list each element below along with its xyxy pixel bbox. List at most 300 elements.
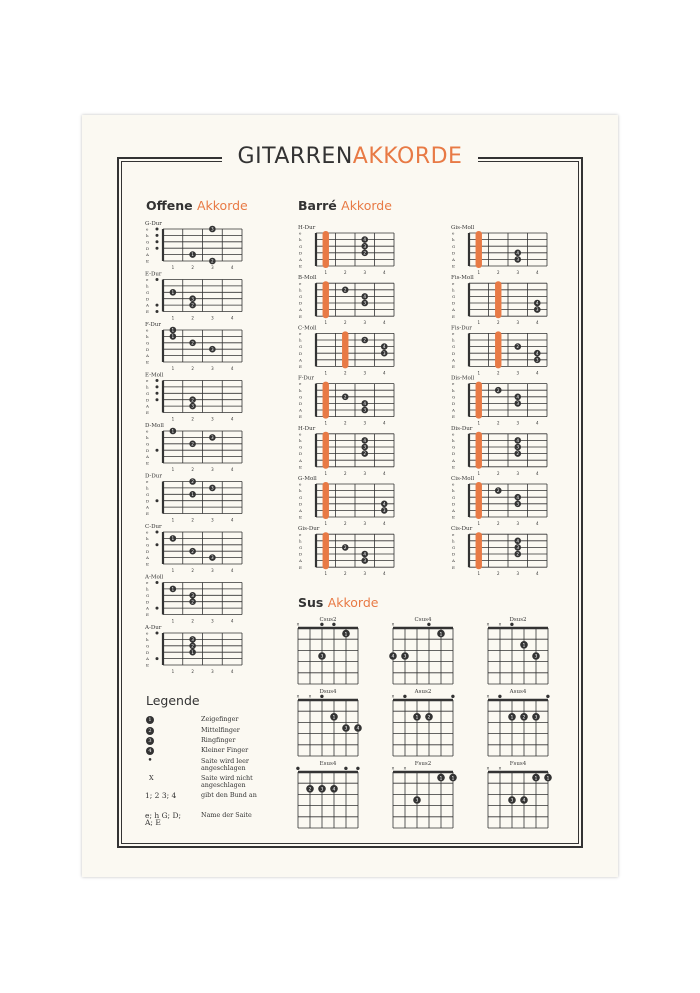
string-name: G <box>452 545 456 550</box>
fret-number: 2 <box>496 571 500 577</box>
fret-number: 4 <box>230 618 234 624</box>
open-string-mark: ● <box>510 622 514 628</box>
fret-number: 4 <box>230 568 234 573</box>
string-name: A <box>146 302 149 308</box>
string-name: e <box>452 331 455 336</box>
fret-number: 2 <box>496 320 500 326</box>
open-dot-icon: • <box>147 756 153 766</box>
string-name: E <box>146 359 149 365</box>
chord-diagram-barre-right-3 <box>451 376 547 426</box>
string-name: h <box>452 237 455 243</box>
string-name: A <box>146 353 149 359</box>
fret-number: 1 <box>171 265 175 270</box>
section-open-accent: Akkorde <box>196 198 248 213</box>
string-name: e <box>146 479 149 485</box>
open-string-dot <box>156 234 159 237</box>
finger-number: 2 <box>343 394 347 400</box>
barre-bar <box>323 532 329 569</box>
string-name: E <box>299 313 302 319</box>
finger-number: 4 <box>382 501 386 507</box>
fret-number: 4 <box>382 470 386 476</box>
finger-number: 2 <box>363 451 367 457</box>
barre-bar <box>476 532 482 569</box>
finger-number: 4 <box>391 654 395 660</box>
finger-number: 1 <box>439 776 443 782</box>
finger-number: 2 <box>191 479 194 485</box>
finger-number: 3 <box>191 592 194 598</box>
fret-number: 4 <box>382 270 386 275</box>
string-name: D <box>452 551 456 557</box>
sus-chord-diagram-0 <box>297 617 358 684</box>
fret-number: 3 <box>516 370 520 376</box>
string-name: D <box>452 451 456 457</box>
finger-number: 3 <box>191 403 194 409</box>
chord-name: A-Moll <box>145 574 164 581</box>
string-name: e <box>146 226 149 232</box>
section-heading-legend: Legende <box>146 693 200 708</box>
sus-chord-diagram-6 <box>296 761 360 828</box>
chord-name: G-Moll <box>298 476 317 482</box>
finger-number: 3 <box>516 501 520 507</box>
finger-number: 3 <box>191 296 194 302</box>
string-name: A <box>452 457 455 463</box>
open-string-mark: ● <box>296 766 300 772</box>
fret-number: 4 <box>535 320 539 326</box>
legend-text: Mittelfinger <box>201 726 240 734</box>
chord-name: Fis-Moll <box>451 275 474 282</box>
string-name: D <box>299 401 303 406</box>
string-name: E <box>146 258 149 264</box>
fret-number: 1 <box>477 521 481 526</box>
fret-number: 1 <box>324 470 328 476</box>
string-name: A <box>299 508 302 513</box>
fret-number: 2 <box>191 467 194 472</box>
string-name: D <box>452 300 456 306</box>
fret-number: 2 <box>343 571 347 577</box>
finger-number: 1 <box>510 715 514 721</box>
fret-number: 2 <box>496 420 500 426</box>
fret-number: 4 <box>535 470 539 476</box>
fret-number: 3 <box>516 320 520 326</box>
string-name: G <box>146 390 150 396</box>
finger-number: 2 <box>191 599 194 605</box>
fret-number: 1 <box>324 420 328 426</box>
finger-number: 3 <box>320 654 324 660</box>
finger-number: 3 <box>534 715 538 721</box>
string-name: A <box>146 656 149 662</box>
muted-string-mark: x <box>308 694 312 700</box>
string-name: A <box>299 457 302 463</box>
open-string-dot <box>156 531 159 534</box>
finger-number: 1 <box>191 252 194 258</box>
fret-number: 2 <box>191 669 194 674</box>
chord-diagram-barre-left-2 <box>298 325 394 375</box>
string-name: D <box>452 250 456 256</box>
sus-chord-diagram-3 <box>297 689 362 756</box>
string-name: e <box>146 529 149 535</box>
string-name: h <box>299 287 302 293</box>
chord-diagram-barre-left-0 <box>298 225 394 275</box>
string-name: E <box>146 511 149 517</box>
finger-number: 4 <box>535 300 539 306</box>
legend-text: Ringfinger <box>201 736 236 744</box>
string-name: E <box>452 514 455 520</box>
string-name: G <box>299 494 303 500</box>
fret-number: 1 <box>477 270 481 275</box>
section-sus-bold: Sus <box>298 595 324 610</box>
fret-number: 4 <box>230 315 234 321</box>
chord-name: Cis-Dur <box>451 526 473 533</box>
barre-bar <box>323 432 329 469</box>
finger-number: 3 <box>211 346 214 352</box>
open-string-dot <box>156 310 159 313</box>
string-name: E <box>452 414 455 420</box>
open-string-mark: ● <box>403 694 407 700</box>
chord-diagram-open-4 <box>145 423 242 472</box>
finger-number: 1 <box>146 716 154 724</box>
finger-number: 3 <box>516 444 520 450</box>
string-name: D <box>452 501 456 507</box>
finger-number: 2 <box>496 387 500 393</box>
sus-chord-diagram-2 <box>487 617 548 684</box>
chord-diagram-open-8 <box>144 625 242 674</box>
muted-string-mark: x <box>498 766 502 772</box>
string-name: E <box>299 364 302 369</box>
finger-number: 2 <box>516 344 520 350</box>
string-name: D <box>299 501 303 507</box>
chord-diagram-open-7 <box>144 575 242 624</box>
finger-number: 3 <box>363 558 367 564</box>
fret-number: 2 <box>343 470 347 476</box>
string-name: h <box>452 337 455 343</box>
title-part-1: GITARREN <box>237 144 353 169</box>
fret-number: 2 <box>343 420 347 426</box>
string-name: G <box>146 491 150 497</box>
barre-bar <box>323 281 329 318</box>
string-name: G <box>146 592 150 598</box>
fret-number: 1 <box>477 571 481 577</box>
finger-number: 2 <box>363 250 367 256</box>
fret-number: 3 <box>516 521 520 526</box>
chord-name: F-Dur <box>145 322 162 328</box>
fret-number: 4 <box>535 270 539 275</box>
fret-number: 1 <box>324 370 328 376</box>
string-name: E <box>146 561 149 567</box>
fret-number: 2 <box>343 320 347 326</box>
chord-diagram-barre-right-0 <box>451 225 547 275</box>
finger-number: 2 <box>191 548 194 554</box>
fret-number: 1 <box>171 568 175 573</box>
string-name: h <box>146 384 149 390</box>
string-name: h <box>299 488 302 494</box>
string-name: A <box>299 407 302 413</box>
fret-number: 4 <box>382 571 386 577</box>
string-name: e <box>299 481 302 487</box>
string-name: D <box>146 296 150 302</box>
string-name: e <box>452 481 455 487</box>
barre-bar <box>495 331 501 368</box>
string-name: e <box>452 531 455 537</box>
open-string-dot <box>156 304 159 307</box>
finger-number: 3 <box>382 508 386 513</box>
finger-number: 3 <box>363 243 367 249</box>
finger-number: 1 <box>546 776 550 782</box>
fret-number: 3 <box>211 467 214 472</box>
string-name: e <box>452 230 455 236</box>
string-name: e <box>299 531 302 537</box>
finger-number: 3 <box>344 726 348 732</box>
string-name: E <box>299 564 302 570</box>
open-string-dot <box>156 240 159 243</box>
fret-number: 1 <box>324 270 328 275</box>
string-name: A <box>146 605 149 611</box>
fret-number: 3 <box>211 568 214 573</box>
legend-text: Zeigefinger <box>201 715 239 723</box>
string-name: h <box>146 637 149 642</box>
string-name: h <box>452 387 455 393</box>
finger-number: 4 <box>363 438 367 443</box>
open-string-dot <box>156 657 159 660</box>
chord-diagram-barre-right-2 <box>451 325 547 375</box>
open-string-mark: ● <box>344 766 348 772</box>
open-string-mark: ● <box>498 694 502 700</box>
muted-string-mark: x <box>486 694 490 700</box>
string-name: e <box>299 331 302 336</box>
fret-number: 3 <box>516 571 520 577</box>
chord-diagram-barre-left-5 <box>298 476 394 526</box>
finger-number: 2 <box>496 488 500 494</box>
string-name: D <box>146 548 150 554</box>
string-name: E <box>146 460 149 466</box>
fret-number: 2 <box>191 315 194 321</box>
finger-number: 3 <box>382 350 386 356</box>
chord-name: Csus2 <box>319 617 337 623</box>
chord-diagram-open-6 <box>145 524 242 573</box>
string-name: e <box>146 327 149 333</box>
fret-number: 3 <box>363 270 367 275</box>
sus-chord-diagram-5 <box>487 689 550 756</box>
open-string-mark: ● <box>356 766 360 772</box>
section-barre-bold: Barré <box>298 198 337 213</box>
string-name: A <box>452 407 455 413</box>
muted-string-mark: x <box>296 694 300 700</box>
fret-number: 4 <box>230 467 234 472</box>
string-name: D <box>299 300 303 306</box>
string-name: h <box>146 435 149 440</box>
finger-number: 1 <box>344 632 348 638</box>
legend-symbol: 1; 2 3; 4 <box>145 791 177 800</box>
chord-name: G-Dur <box>145 221 162 227</box>
string-name: D <box>452 401 456 406</box>
open-string-dot <box>156 228 159 231</box>
finger-number: 1 <box>522 643 526 649</box>
barre-bar <box>476 482 482 519</box>
string-name: G <box>452 344 456 350</box>
chord-name: Dis-Moll <box>451 375 475 382</box>
barre-bar <box>323 382 329 419</box>
chord-diagram-open-2 <box>145 322 242 371</box>
fret-number: 3 <box>211 517 214 523</box>
fret-number: 4 <box>382 370 386 376</box>
barre-bar <box>476 231 482 268</box>
chord-name: B-Moll <box>298 275 317 282</box>
finger-number: 4 <box>516 494 520 500</box>
chord-name: Esus4 <box>319 761 337 767</box>
chord-name: E-Dur <box>145 271 162 278</box>
open-string-dot <box>156 607 159 610</box>
string-name: G <box>146 441 150 447</box>
open-string-mark: ● <box>320 622 324 628</box>
finger-number: 2 <box>427 715 431 721</box>
string-name: G <box>452 243 456 249</box>
fret-number: 1 <box>171 416 175 422</box>
string-name: G <box>299 394 303 400</box>
finger-number: 3 <box>516 401 520 406</box>
chord-name: A-Dur <box>145 625 162 631</box>
chord-name: C-Dur <box>145 524 162 530</box>
finger-number: 1 <box>171 327 175 333</box>
barre-bar <box>476 432 482 469</box>
fret-number: 4 <box>230 669 234 674</box>
finger-number: 2 <box>343 545 347 550</box>
chord-diagram-barre-left-6 <box>298 526 394 576</box>
muted-string-mark: x <box>391 766 395 772</box>
chord-name: Asus4 <box>509 689 527 695</box>
string-name: h <box>299 387 302 393</box>
fret-number: 4 <box>535 521 539 526</box>
open-string-dot <box>156 385 159 388</box>
chord-name: Fis-Dur <box>451 325 472 332</box>
chord-diagram-open-1 <box>145 272 242 321</box>
string-name: A <box>452 357 455 363</box>
sus-chord-diagram-1 <box>389 617 453 684</box>
finger-number: 4 <box>363 551 367 557</box>
finger-number: 2 <box>516 551 520 557</box>
fret-number: 3 <box>211 416 214 422</box>
fret-number: 1 <box>477 420 481 426</box>
fret-number: 2 <box>343 270 347 275</box>
legend-text: Name der Saite <box>201 811 252 819</box>
finger-number: 1 <box>171 334 175 339</box>
string-name: A <box>452 257 455 262</box>
fret-number: 4 <box>230 265 234 270</box>
fret-number: 3 <box>211 315 214 321</box>
open-string-dot <box>156 278 159 281</box>
finger-number: 3 <box>510 798 514 804</box>
fret-number: 2 <box>496 470 500 476</box>
string-name: E <box>146 662 149 668</box>
fret-number: 2 <box>191 517 194 523</box>
finger-number: 4 <box>356 726 360 732</box>
chord-diagram-barre-left-4 <box>298 426 394 476</box>
open-string-dot <box>156 543 159 546</box>
finger-number: 1 <box>439 632 443 638</box>
finger-number: 2 <box>516 451 520 457</box>
barre-bar <box>495 281 501 318</box>
open-string-mark: ● <box>451 694 455 700</box>
fret-number: 4 <box>382 320 386 326</box>
string-name: A <box>452 307 455 313</box>
finger-dot-icon <box>143 727 157 735</box>
string-name: D <box>146 649 150 655</box>
finger-number: 3 <box>191 637 194 642</box>
finger-number: 2 <box>191 340 194 346</box>
finger-number: 4 <box>535 350 539 356</box>
fret-number: 1 <box>324 521 328 526</box>
fret-number: 3 <box>516 420 520 426</box>
string-name: D <box>146 447 150 453</box>
finger-number: 3 <box>403 654 407 660</box>
finger-number: 1 <box>191 491 194 497</box>
fret-number: 1 <box>171 366 175 371</box>
string-name: A <box>452 508 455 513</box>
string-name: G <box>146 542 150 548</box>
string-name: D <box>452 350 456 356</box>
finger-number: 2 <box>343 287 347 293</box>
fret-number: 2 <box>496 521 500 526</box>
finger-number: 3 <box>363 444 367 450</box>
finger-number: 3 <box>534 654 538 660</box>
string-name: D <box>146 245 150 251</box>
fret-number: 4 <box>382 521 386 526</box>
finger-number: 4 <box>516 394 520 400</box>
barre-bar <box>476 382 482 419</box>
open-string-dot <box>156 632 159 635</box>
fret-number: 1 <box>477 370 481 376</box>
string-name: e <box>146 378 149 384</box>
finger-number: 3 <box>363 407 367 413</box>
string-name: A <box>299 558 302 564</box>
chord-name: Gis-Dur <box>298 526 320 533</box>
fret-number: 3 <box>363 420 367 426</box>
string-name: D <box>146 498 150 504</box>
finger-number: 3 <box>211 435 214 440</box>
chord-name: Csus4 <box>414 617 432 623</box>
string-name: E <box>146 612 149 618</box>
fret-number: 3 <box>516 470 520 476</box>
string-name: A <box>299 307 302 313</box>
string-name: h <box>452 538 455 544</box>
muted-string-mark: x <box>391 694 395 700</box>
string-name: e <box>146 630 149 636</box>
legend-text: Saite wird leer angeschlagen <box>201 757 249 772</box>
string-name: e <box>452 280 455 286</box>
string-name: D <box>299 350 303 356</box>
muted-string-mark: x <box>296 622 300 628</box>
sus-chord-diagram-7 <box>392 761 457 828</box>
finger-number: 1 <box>171 428 175 434</box>
string-name: D <box>299 551 303 557</box>
fret-number: 4 <box>230 517 234 523</box>
finger-number: 3 <box>320 787 324 793</box>
chord-diagram-barre-left-1 <box>298 275 394 325</box>
finger-number: 2 <box>191 397 194 403</box>
string-name: G <box>452 444 456 450</box>
fret-number: 2 <box>191 366 194 371</box>
chord-name: H-Dur <box>298 425 316 432</box>
finger-number: 1 <box>332 715 336 721</box>
fret-number: 3 <box>363 320 367 326</box>
string-name: h <box>146 334 149 339</box>
fret-number: 3 <box>211 669 214 674</box>
string-name: E <box>452 564 455 570</box>
chord-diagram-barre-right-6 <box>451 526 547 576</box>
fret-number: 1 <box>171 517 175 523</box>
string-name: G <box>299 545 303 550</box>
string-name: D <box>146 346 150 352</box>
finger-number: 4 <box>516 438 520 443</box>
barre-bar <box>342 331 348 368</box>
